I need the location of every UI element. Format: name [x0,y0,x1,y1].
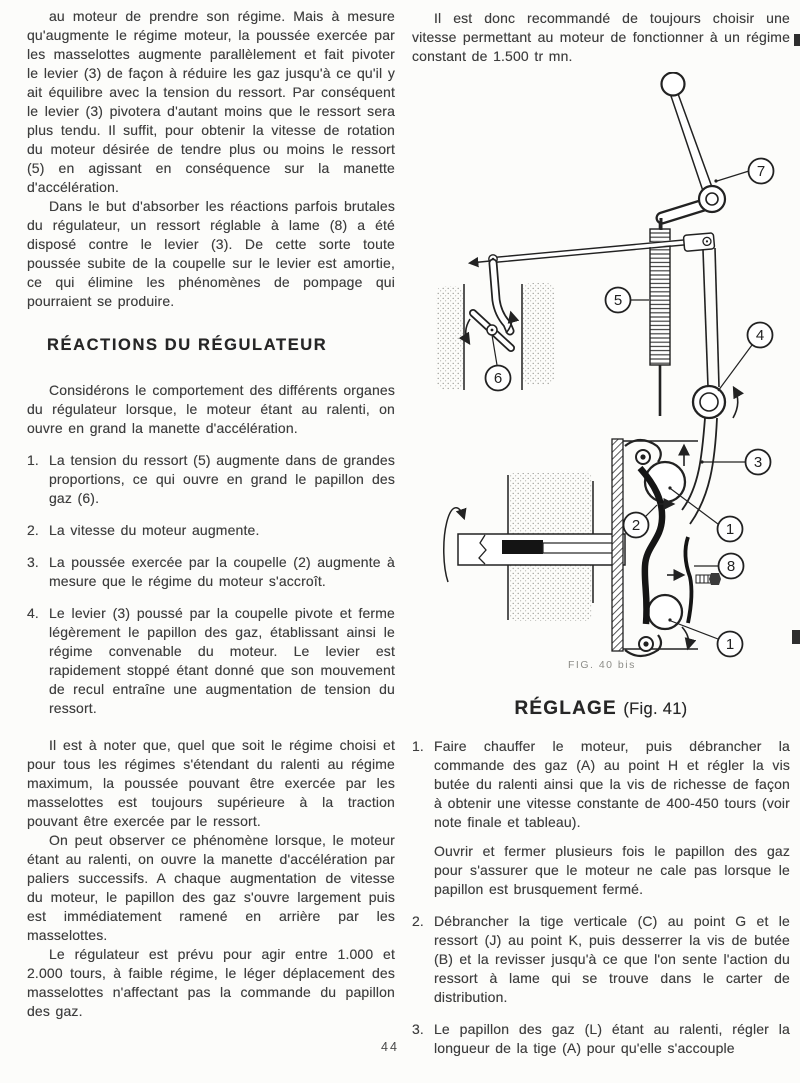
svg-text:4: 4 [755,327,765,344]
paragraph: On peut observer ce phénomène lorsque, le moteur étant au ralenti, on ouvre la manette d'accélération par paliers successifs. A chaque augmentation de vitesse du moteur, le papillon des gaz s'ouvre largement puis est immédiatement ramené en arrière par les masselottes. [27,832,395,943]
left-column [27,0,395,1021]
bellcrank-lower [625,635,661,656]
page-number: 44 [381,1040,399,1054]
paragraph: Il est à noter que, quel que soit le régime choisi et pour tous les régimes s'étendant du ralenti au régime maximum, la poussée pouvant être exercée par les masselottes est toujours supérieure à la traction pouvant être exercée par le ressort. [27,737,395,829]
heading-text: RÉGLAGE [514,698,617,719]
figure-40bis [412,72,790,679]
callout-2 [624,505,658,538]
callout-4 [718,323,773,392]
list-item-number: 3. [27,554,39,570]
callout-7 [714,159,773,184]
list-item [27,553,395,591]
svg-text:1: 1 [725,636,735,653]
drive-shaft [458,534,625,565]
list-item-text: Débrancher la tige verticale (C) au point G et le ressort (J) au point K, puis desserrer la vis de butée (B) et la revisser jusqu'à ce que l'on sente l'action du ressort à lame qui se trouve dans le carter de distribution. [434,913,790,1005]
svg-text:6: 6 [493,370,503,387]
list-item [27,521,395,540]
leaf-spring-8 [685,537,691,623]
figure-40bis-diagram [412,72,790,674]
list-item-number: 1. [412,738,424,754]
adjusting-screw [696,573,721,585]
svg-text:5: 5 [613,292,623,309]
list-item-continuation: Ouvrir et fermer plusieurs fois le papillon des gaz pour s'assurer que le moteur ne cale pas lorsque le papillon est brusquement fermé. [434,843,790,897]
pivot-4 [693,386,738,418]
section-heading-reglage [412,697,790,721]
list-item-text: La vitesse du moteur augmente. [49,522,260,538]
shaft-keyway [502,540,543,554]
list-item-text: Faire chauffer le moteur, puis débrancher la commande des gaz (A) au point H et régler la vis butée du ralenti ainsi que la vis de richesse de façon à obtenir une vitesse constante de 400-450 tours (voir note finale et tableau). [434,738,790,830]
list-item-number: 2. [27,522,39,538]
lever-knob [662,73,685,96]
paragraph: Le régulateur est prévu pour agir entre 1.000 et 2.000 tours, à faible régime, le léger déplacement des masselottes n'affectant pas la commande du papillon des gaz. [27,946,395,1019]
lever-3 [682,418,717,524]
hand-lever-7 [661,73,725,231]
scan-artifact [792,630,800,644]
list-item-text: La poussée exercée par la coupelle (2) augmente à mesure que le régime du moteur s'accroît. [49,554,395,589]
heading-figure-ref: (Fig. 41) [623,700,688,718]
list-item [27,451,395,508]
section-heading-reactions: RÉACTIONS DU RÉGULATEUR [47,336,328,354]
rotate-arrow-left [466,319,470,343]
callout-5 [606,288,650,313]
paragraph: Considérons le comportement des différents organes du régulateur lorsque, le moteur étant au ralenti, on ouvre en grand la manette d'accélération. [27,382,395,436]
wall-stipple [436,283,592,621]
list-item-text: Le levier (3) poussé par la coupelle pivote et ferme légèrement le papillon des gaz, établissant ainsi le régime convenable du moteur. Le levier est rapidement stoppé étant donné que son mouvement de recul entraîne une augmentation de tension du ressort. [49,605,395,716]
svg-text:8: 8 [726,558,736,575]
right-column [412,0,790,1058]
list-item-number: 2. [412,913,424,929]
list-item-text: La tension du ressort (5) augmente dans de grandes proportions, ce qui ouvre en grand le papillon des gaz (6). [49,452,395,506]
rod-clevis [683,233,714,252]
list-item-text: Le papillon des gaz (L) étant au ralenti, régler la longueur de la tige (A) pour qu'elle s'accouple [434,1021,790,1056]
svg-text:2: 2 [631,517,641,534]
scan-artifact [794,34,800,46]
list-item-number: 3. [412,1021,424,1037]
svg-text:3: 3 [753,454,763,471]
list-item [27,604,395,718]
list-item-number: 1. [27,452,39,468]
paragraph: Dans le but d'absorber les réactions parfois brutales du régulateur, un ressort réglable à lame (8) a été disposé contre le levier (3). De cette sorte toute poussée subite de la coupelle sur le levier est amortie, ce qui élimine les phénomènes de pompage qui pourraient se produire. [27,198,395,309]
svg-text:1: 1 [725,521,735,538]
callout-1-lower [668,618,742,656]
bellcrank-upper [625,440,661,464]
list-item [412,912,790,1007]
pivot-arrow [733,388,738,418]
list-item-number: 4. [27,605,39,621]
svg-text:7: 7 [756,163,766,180]
list-item [412,737,790,832]
paragraph: Il est donc recommandé de toujours choisir une vitesse permettant au moteur de fonctionner à un régime constant de 1.500 tr mn. [412,10,790,64]
figure-caption: FIG. 40 bis [568,659,636,671]
paragraph: au moteur de prendre son régime. Mais à mesure qu'augmente le régime moteur, la poussée exercée par les masselottes augmente parallèlement et fait pivoter le levier (3) de façon à réduire les gaz jusqu'à ce qu'il y ait équilibre avec la tension du ressort. Par conséquent le levier (3) pivotera d'autant moins que le ressort sera plus tendu. Il suffit, pour obtenir la vitesse de rotation du moteur désirée de tendre plus ou moins le ressort (5) en agissant en conséquence sur la manette d'accélération. [27,8,395,195]
butterfly-lever-6 [466,263,512,348]
vertical-strap [703,248,719,387]
